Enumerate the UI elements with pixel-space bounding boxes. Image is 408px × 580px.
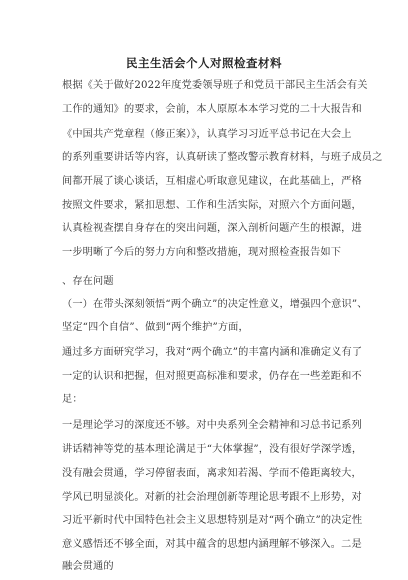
paragraph-line: 习近平新时代中国特色社会主义思想特别是对“两个确立”的决定性 <box>62 515 363 526</box>
section-heading: 、存在问题 <box>62 276 114 287</box>
paragraph-line: 按照文件要求，紧扣思想、工作和生活实际，对照六个方面问题， <box>62 200 362 211</box>
paragraph-line: 根据《关于做好2022年度党委领导班子和党员干部民主生活会有关 <box>62 80 368 91</box>
paragraph-line: 意义感悟还不够全面，对其中蕴含的思想内涵理解不够深入。二是 <box>62 539 362 550</box>
paragraph-line: 一是理论学习的深度还不够。对中央系列全会精神和习总书记系列 <box>62 420 362 431</box>
paragraph-line: 讲话精神等党的基本理论满足于“大体掌握”，没有很好学深学透， <box>62 444 363 455</box>
subsection-heading: （一）在带头深刻领悟“两个确立”的决定性意义，增强四个意识”、 <box>62 299 368 310</box>
paragraph-line: 工作的通知》的要求，会前，本人原原本本学习党的二十大报告和 <box>62 104 362 115</box>
paragraph-line: 融会贯通的 <box>62 561 114 572</box>
paragraph-line: 的系列重要讲话等内容，认真研读了整改警示教育材料，与班子成员之 <box>62 152 383 163</box>
subsection-heading: 坚定“四个自信”、做到“两个维护”方面， <box>62 322 249 333</box>
paragraph-line: 间都开展了谈心谈话，互相虚心听取意见建议，在此基础上，严格 <box>62 176 362 187</box>
paragraph-line: 一定的认识和把握，但对照更高标准和要求，仍存在一些差距和不 <box>62 371 362 382</box>
paragraph-line: 学风已明显淡化。对新的社会治理创新等理论思考跟不上形势，对 <box>62 492 362 503</box>
paragraph-line: 一步明晰了今后的努力方向和整改措施，现对照检查报告如下 <box>62 247 342 258</box>
paragraph-line: 足： <box>62 394 83 405</box>
paragraph-line: 认真检视查摆自身存在的突出问题，深入剖析问题产生的根源，进 <box>62 223 362 234</box>
paragraph-line: 没有融会贯通，学习停留表面，离求知若渴、学而不倦距离较大， <box>62 468 362 479</box>
paragraph-line: 《中国共产党章程（修正案）》，认真学习习近平总书记在大会上 <box>62 129 352 140</box>
document-title: 民主生活会个人对照检查材料 <box>126 56 282 70</box>
paragraph-line: 通过多方面研究学习，我对“两个确立”的丰富内涵和准确定义有了 <box>62 347 363 358</box>
